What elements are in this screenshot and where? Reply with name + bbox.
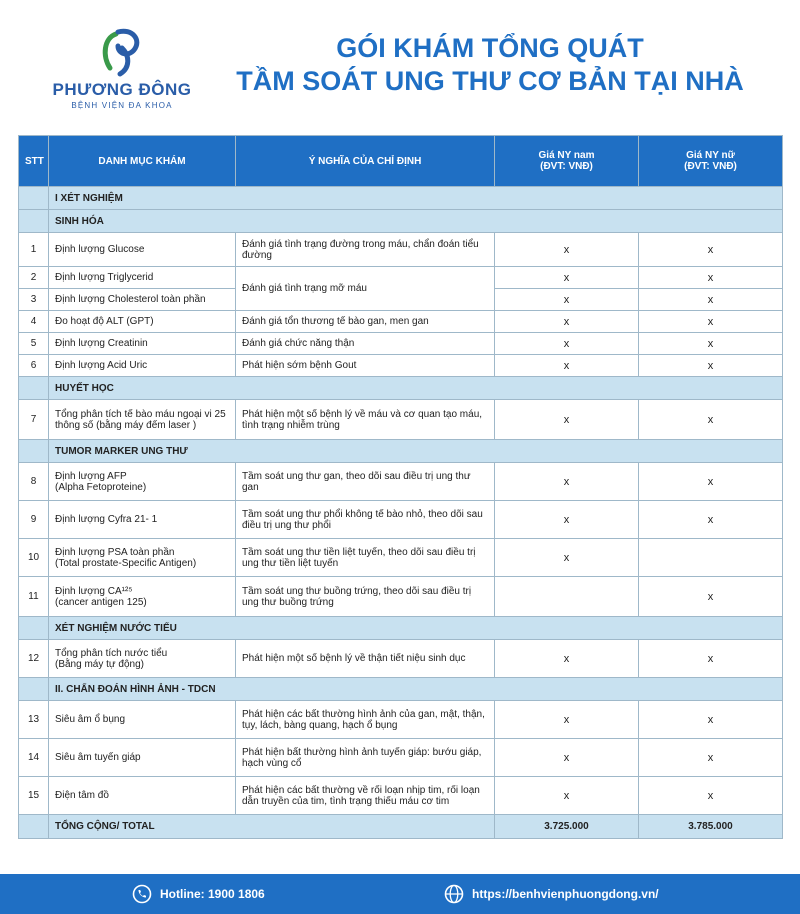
header-stt: STT <box>19 136 49 187</box>
row-item: Siêu âm tuyến giáp <box>49 739 236 777</box>
header-female-line1: Giá NY nữ <box>686 150 735 161</box>
footer-bar <box>0 874 800 914</box>
row-female-mark: x <box>639 311 783 333</box>
row-male-mark <box>495 577 639 617</box>
table-row <box>19 739 783 777</box>
row-meaning: Tầm soát ung thư tiền liệt tuyến, theo dõi sau điều trị ung thư tiền liệt tuyến <box>236 539 495 577</box>
row-meaning: Đánh giá chức năng thận <box>236 333 495 355</box>
row-item-line2: (Total prostate-Specific Antigen) <box>55 557 197 569</box>
section-label: I XÉT NGHIỆM <box>49 187 783 210</box>
row-meaning: Phát hiện một số bệnh lý về thận tiết niệu sinh dục <box>236 640 495 678</box>
row-male-mark: x <box>495 701 639 739</box>
section-row <box>19 187 783 210</box>
row-stt: 1 <box>19 233 49 267</box>
row-stt: 2 <box>19 267 49 289</box>
table-row <box>19 355 783 377</box>
title-line-1: GÓI KHÁM TỔNG QUÁT <box>336 33 644 63</box>
row-item: Tổng phân tích tế bào máu ngoại vi 25 thông số (bằng máy đếm laser ) <box>49 400 236 440</box>
section-row <box>19 210 783 233</box>
row-stt: 5 <box>19 333 49 355</box>
row-female-mark: x <box>639 577 783 617</box>
globe-icon <box>444 884 464 904</box>
header-meaning: Ý NGHĨA CỦA CHỈ ĐỊNH <box>236 136 495 187</box>
section-label: SINH HÓA <box>49 210 783 233</box>
row-meaning: Tầm soát ung thư phổi không tế bào nhỏ, theo dõi sau điều trị ung thư phổi <box>236 501 495 539</box>
phone-icon <box>132 884 152 904</box>
table-row <box>19 311 783 333</box>
row-meaning: Phát hiện sớm bệnh Gout <box>236 355 495 377</box>
row-item: Điện tâm đồ <box>49 777 236 815</box>
row-item: Đo hoạt độ ALT (GPT) <box>49 311 236 333</box>
section-label: HUYẾT HỌC <box>49 377 783 400</box>
row-male-mark: x <box>495 777 639 815</box>
row-female-mark: x <box>639 289 783 311</box>
section-row <box>19 617 783 640</box>
table-row <box>19 400 783 440</box>
row-stt: 6 <box>19 355 49 377</box>
row-male-mark: x <box>495 539 639 577</box>
table-row <box>19 640 783 678</box>
row-item: Định lượng Cholesterol toàn phần <box>49 289 236 311</box>
row-stt: 8 <box>19 463 49 501</box>
row-female-mark: x <box>639 333 783 355</box>
row-female-mark <box>639 539 783 577</box>
row-stt: 7 <box>19 400 49 440</box>
row-female-mark: x <box>639 233 783 267</box>
row-male-mark: x <box>495 267 639 289</box>
row-item: Định lượng Acid Uric <box>49 355 236 377</box>
header-male-price <box>495 136 639 187</box>
row-male-mark: x <box>495 400 639 440</box>
row-stt: 11 <box>19 577 49 617</box>
logo-subtitle: BỆNH VIỆN ĐA KHOA <box>71 101 173 110</box>
row-item-line1: Tổng phân tích nước tiểu <box>55 647 168 659</box>
row-meaning: Phát hiện một số bệnh lý về máu và cơ quan tạo máu, tình trạng nhiễm trùng <box>236 400 495 440</box>
row-meaning: Đánh giá tình trạng mỡ máu <box>236 267 495 311</box>
row-female-mark: x <box>639 267 783 289</box>
total-label: TỔNG CỘNG/ TOTAL <box>49 815 495 839</box>
logo-mark-icon <box>96 26 148 78</box>
section-label: TUMOR MARKER UNG THƯ <box>49 440 783 463</box>
row-item-line1: Định lượng PSA toàn phần <box>55 546 175 558</box>
row-item: Siêu âm ổ bụng <box>49 701 236 739</box>
row-stt: 3 <box>19 289 49 311</box>
row-item: Định lượng Glucose <box>49 233 236 267</box>
row-item <box>49 640 236 678</box>
section-row <box>19 678 783 701</box>
table-row <box>19 539 783 577</box>
row-stt: 4 <box>19 311 49 333</box>
row-item-line1: Định lượng AFP <box>55 470 127 482</box>
row-female-mark: x <box>639 739 783 777</box>
row-meaning: Đánh giá tổn thương tế bào gan, men gan <box>236 311 495 333</box>
row-female-mark: x <box>639 777 783 815</box>
row-male-mark: x <box>495 463 639 501</box>
section-label: II. CHẨN ĐOÁN HÌNH ẢNH - TDCN <box>49 678 783 701</box>
row-item-line1: Định lượng CA¹²⁵ <box>55 585 133 597</box>
row-female-mark: x <box>639 640 783 678</box>
row-female-mark: x <box>639 400 783 440</box>
row-female-mark: x <box>639 463 783 501</box>
row-stt: 13 <box>19 701 49 739</box>
row-female-mark: x <box>639 355 783 377</box>
header-male-line2: (ĐVT: VNĐ) <box>540 161 593 172</box>
row-item-line2: (Alpha Fetoproteine) <box>55 481 147 493</box>
website-text: https://benhvienphuongdong.vn/ <box>472 887 659 901</box>
row-male-mark: x <box>495 289 639 311</box>
section-label: XÉT NGHIỆM NƯỚC TIỂU <box>49 617 783 640</box>
row-meaning: Tầm soát ung thư gan, theo dõi sau điều trị ung thư gan <box>236 463 495 501</box>
row-male-mark: x <box>495 501 639 539</box>
row-male-mark: x <box>495 739 639 777</box>
row-item-line2: (Bằng máy tự động) <box>55 658 144 670</box>
row-item <box>49 577 236 617</box>
row-stt: 10 <box>19 539 49 577</box>
section-row <box>19 440 783 463</box>
row-item <box>49 539 236 577</box>
section-row <box>19 377 783 400</box>
title-line-2: TẦM SOÁT UNG THƯ CƠ BẢN TẠI NHÀ <box>236 66 744 96</box>
row-item-line2: (cancer antigen 125) <box>55 596 147 608</box>
row-meaning: Phát hiện các bất thường hình ảnh của gan, mật, thận, tụy, lách, bàng quang, hạch ổ bụng <box>236 701 495 739</box>
header-item: DANH MỤC KHÁM <box>49 136 236 187</box>
row-female-mark: x <box>639 501 783 539</box>
total-male-price: 3.725.000 <box>495 815 639 839</box>
table-header-row <box>19 136 783 187</box>
row-male-mark: x <box>495 355 639 377</box>
table-row <box>19 267 783 289</box>
hotline[interactable] <box>132 884 265 904</box>
row-stt: 9 <box>19 501 49 539</box>
table-row <box>19 333 783 355</box>
page-title <box>210 32 770 98</box>
table-row <box>19 463 783 501</box>
row-male-mark: x <box>495 333 639 355</box>
website-link[interactable] <box>444 884 659 904</box>
table-row <box>19 777 783 815</box>
header <box>0 0 800 130</box>
total-female-price: 3.785.000 <box>639 815 783 839</box>
header-male-line1: Giá NY nam <box>538 150 595 161</box>
table-row <box>19 501 783 539</box>
row-item: Định lượng Triglycerid <box>49 267 236 289</box>
row-meaning: Phát hiện bất thường hình ảnh tuyến giáp: bướu giáp, hạch vùng cổ <box>236 739 495 777</box>
header-female-line2: (ĐVT: VNĐ) <box>684 161 737 172</box>
total-row <box>19 815 783 839</box>
row-item: Định lượng Cyfra 21- 1 <box>49 501 236 539</box>
exam-package-table <box>18 135 783 839</box>
hotline-text: Hotline: 1900 1806 <box>160 887 265 901</box>
header-female-price <box>639 136 783 187</box>
logo-name: PHƯƠNG ĐÔNG <box>52 80 192 99</box>
table-row <box>19 577 783 617</box>
row-male-mark: x <box>495 233 639 267</box>
row-meaning: Đánh giá tình trạng đường trong máu, chẩn đoán tiểu đường <box>236 233 495 267</box>
row-male-mark: x <box>495 311 639 333</box>
row-stt: 15 <box>19 777 49 815</box>
hospital-logo <box>52 26 192 116</box>
row-female-mark: x <box>639 701 783 739</box>
row-meaning: Tầm soát ung thư buồng trứng, theo dõi sau điều trị ung thư buồng trứng <box>236 577 495 617</box>
row-item <box>49 463 236 501</box>
row-male-mark: x <box>495 640 639 678</box>
row-stt: 14 <box>19 739 49 777</box>
table-row <box>19 233 783 267</box>
row-item: Định lượng Creatinin <box>49 333 236 355</box>
row-stt: 12 <box>19 640 49 678</box>
table-row <box>19 701 783 739</box>
row-meaning: Phát hiện các bất thường về rối loạn nhịp tim, rối loạn dẫn truyền của tim, tình trạng thiếu máu cơ tim <box>236 777 495 815</box>
